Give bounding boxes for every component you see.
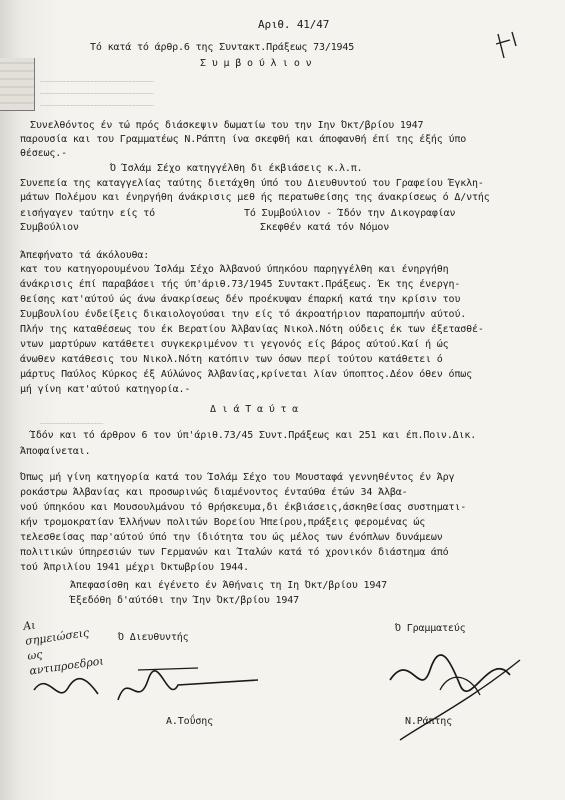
attached-stub [0, 58, 35, 111]
body-line: τελεσθείσας παρ'αύτού ύπό την ίδιότητα του ώς μέλος των ένόπλων δυνάμεων [20, 532, 443, 543]
director-signature [28, 650, 268, 720]
body-line: πολιτικών ύπηρεσιών των Γερμανών και Ίταλών κατά τό χρονικόν διάστημα άπό [20, 547, 449, 558]
body-line: Ίδόν και τό άρθρον 6 τον ύπ'άριθ.73/45 Συντ.Πράξεως και 251 και έπ.Ποιν.Δικ. [30, 430, 477, 441]
body-line: άνωθεν κατάθεσις του Νικολ.Νότη κατόπιν των όσων περί τούτου κατάθετει ό [20, 354, 443, 365]
body-line: Άπεφασίσθη και έγένετο έν Άθήναις τη Ιη Όκτ/βρίου 1947 [70, 580, 388, 591]
body-line: μάτων Πολέμου και ένηργήθη άνάκρισις μεθ ής περατωθείσης της άνακρίσεως ό Δ/ντής [20, 192, 490, 203]
section-heading: Δ ι ά Τ α ύ τ α [210, 404, 299, 415]
body-line: Όπως μή γίνη κατηγορία κατά του Ίσλάμ Σέχο του Μουσταφά γεννηθέντος έν Άργ [20, 472, 455, 483]
director-title: Ό Διευθυντής [118, 632, 189, 643]
body-line: εισήγαγεν ταύτην είς τό [20, 208, 156, 219]
body-line: Συμβούλιον [20, 222, 79, 233]
pen-mark-icon [494, 28, 524, 64]
body-line: Πλήν της καταθέσεως του έκ Βερατίου Άλβανίας Νικολ.Νότη ούδεις έκ των έξετασθέ- [20, 324, 484, 335]
body-line: κήν τρομοκρατίαν Έλλήνων πολιτών Βορείου Ήπείρου,πράξεις φερομένας ώς [20, 517, 426, 528]
margin-handwritten-note: Αι σημειώσεις ως αντιπροεδροι [22, 618, 105, 678]
body-line: Σκεφθέν κατά τόν Νόμον [260, 222, 390, 233]
faded-text: ……………………………………………………………………… [40, 100, 154, 108]
body-line: θέσεως.- [20, 148, 67, 159]
body-line: Συνεπεία της καταγγελίας ταύτης διετάχθη ύπό του Διευθυντού του Γραφείου Έγκλη- [20, 178, 484, 189]
secretary-signature [380, 640, 530, 750]
body-line: μή γίνη κατ'αύτού κατηγορία.- [20, 384, 191, 395]
faded-text: ……………………………………… [40, 418, 104, 426]
body-line: Άποφαίνεται. [20, 446, 91, 457]
body-line: ντων μαρτύρων κατάθετει συγκεκριμένον τι γεγονός είς βάρος αύτού.Καί ή ώς [20, 339, 449, 350]
body-line: θείσης κατ'αύτού ώς άνω άνακρίσεως δέν προέκυψαν έπαρκή κατά την κρίσιν του [20, 294, 461, 305]
body-line: Άπεφήνατο τά άκόλουθα: [20, 250, 150, 261]
secretary-name: Ν.Ράπτης [405, 716, 452, 727]
body-line: Συνελθόντος έν τώ πρός διάσκεψιν δωματίω του την Ιην Όκτ/βρίου 1947 [30, 120, 424, 131]
document-subject: Τό κατά τό άρθρ.6 της Συντακτ.Πράξεως 73/1945 [90, 42, 355, 53]
body-line: ροκάστρω Άλβανίας και προσωρινώς διαμένοντος ένταύθα έτών 34 Άλβα- [20, 487, 408, 498]
body-line: Συμβουλίου ένδείξεις δικαιολογούσαι την είς τό άκροατήριον παραπομπήν αύτού. [20, 309, 467, 320]
secretary-title: Ό Γραμματεύς [395, 623, 466, 634]
document-heading: Σ υ μ β ο ύ λ ι ο ν [200, 58, 312, 69]
document-number: Αριθ. 41/47 [258, 18, 330, 31]
faded-text: ……………………………………………………………………… [40, 88, 154, 96]
body-line: νού ύπηκόου και Μουσουλμάνου τό θρήσκευμα,δι έκβιάσεις,άσκηθείσας συστηματι- [20, 502, 467, 513]
body-line: Τό Συμβούλιον - Ίδόν την Δικογραφίαν [244, 208, 456, 219]
director-name: Α.Τοΰσης [166, 716, 213, 727]
body-line: μάρτυς Παύλος Κύρκος έξ Αύλώνος Άλβανίας,κρίνεται λίαν ύποπτος.Δέον όθεν όπως [20, 369, 473, 380]
body-line: τού Άπριλίου 1941 μέχρι Όκτωβρίου 1944. [20, 562, 249, 573]
body-line: Έξεδόθη δ'αύτόθι την Ίην Όκτ/βρίου 1947 [70, 595, 299, 606]
faded-text: ……………………………………………………………………… [40, 76, 154, 84]
body-line: Ό Ίσλάμ Σέχο κατηγγέλθη δι έκβιάσεις κ.λ.π. [110, 163, 363, 174]
body-line: κατ του κατηγορουμένου Ίσλάμ Σέχο Άλβανού ύπηκόου παρηγγέλθη και ένηργήθη [20, 264, 449, 275]
body-line: άνάκρισις έπί παραβάσει τής ύπ'άριθ.73/1945 Συντακτ.Πράξεως. Έκ της ένεργη- [20, 279, 461, 290]
body-line: παρουσία και του Γραμματέως Ν.Ράπτη ίνα σκεφθή και άποφανθή έπί της έξής ύπο [20, 134, 467, 145]
